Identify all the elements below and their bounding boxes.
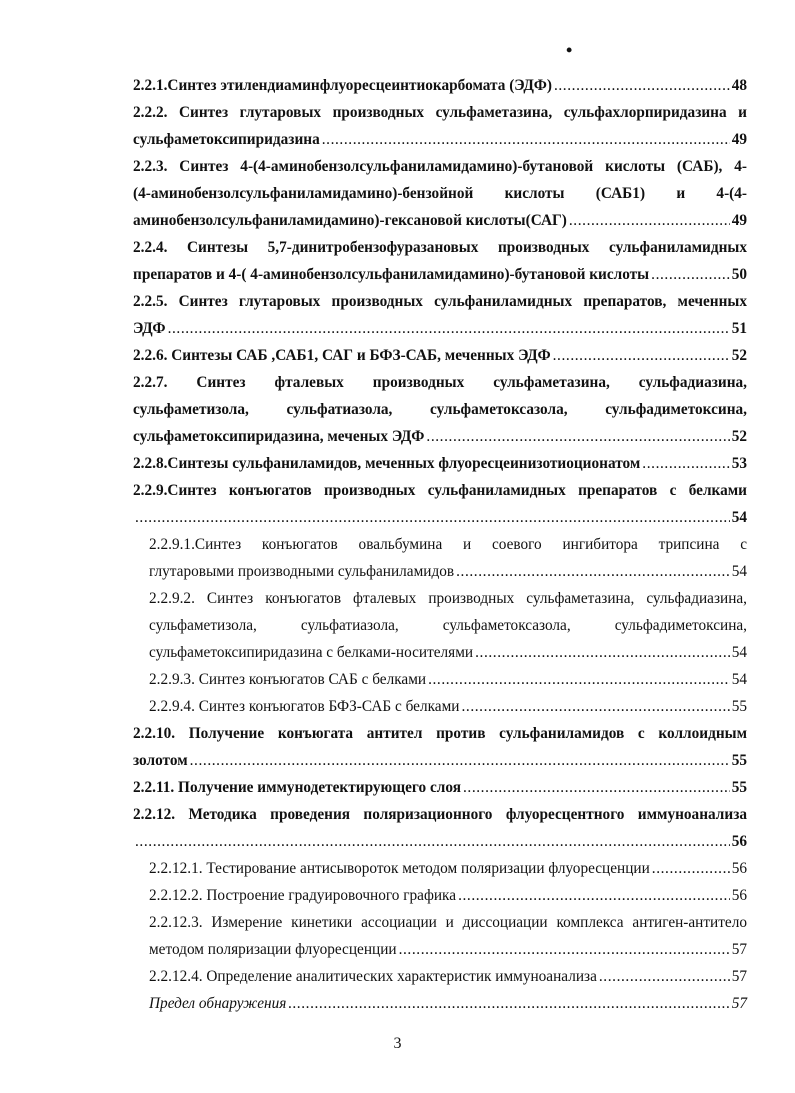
toc-entry-last-line xyxy=(149,639,747,666)
toc-section-entry xyxy=(133,477,747,531)
toc-section-entry xyxy=(133,153,747,234)
toc-subsection-entry xyxy=(149,990,747,1017)
toc-entry-line: 2.2.10. Получение конъюгата антител против сульфаниламидов с коллоидным xyxy=(133,725,747,742)
toc-entry-last-line xyxy=(133,342,747,369)
dot-leader xyxy=(456,558,730,585)
toc-subsection-entry xyxy=(149,585,747,666)
dot-leader xyxy=(399,936,730,963)
toc-entry-line: 2.2.3. Синтез 4-(4-аминобензолсульфаниламидамино)-бутановой кислоты (САБ), 4- xyxy=(133,158,747,175)
dot-leader xyxy=(426,423,729,450)
toc-entry-title: 2.2.9.4. Синтез конъюгатов БФЗ-САБ с белками xyxy=(149,698,460,715)
toc-entry-line: 2.2.9.1.Синтез конъюгатов овальбумина и соевого ингибитора трипсина с xyxy=(149,536,747,553)
toc-entry-last-line xyxy=(149,693,747,720)
toc-entry-last-line xyxy=(149,963,747,990)
toc-entry-last-line xyxy=(133,261,747,288)
toc-entry-title: сульфаметоксипиридазина, меченых ЭДФ xyxy=(133,428,425,445)
toc-entry-title: Предел обнаружения xyxy=(149,995,287,1012)
toc-subsection-entry xyxy=(149,855,747,882)
toc-page-number: 50 xyxy=(731,266,747,283)
toc-page-number: 54 xyxy=(731,509,747,526)
dot-leader xyxy=(554,72,730,99)
toc-entry-last-line xyxy=(149,936,747,963)
toc-entry-line: 2.2.4. Синтезы 5,7-динитробензофуразановых производных сульфаниламидных xyxy=(133,239,747,256)
toc-entry-line: 2.2.12.3. Измерение кинетики ассоциации и диссоциации комплекса антиген-антитело xyxy=(149,914,747,931)
dot-leader xyxy=(463,774,730,801)
toc-entry-title: 2.2.12.1. Тестирование антисывороток методом поляризации флуоресценции xyxy=(149,860,650,877)
toc-entry-line: (4-аминобензолсульфаниламидамино)-бензойной кислоты (САБ1) и 4-(4- xyxy=(133,185,747,202)
toc-page-number: 56 xyxy=(731,887,747,904)
dot-leader xyxy=(475,639,730,666)
toc-entry-last-line xyxy=(133,126,747,153)
toc-entry-last-line xyxy=(133,315,747,342)
dot-leader xyxy=(322,126,730,153)
toc-entry-last-line xyxy=(133,774,747,801)
toc-subsection-entry xyxy=(149,882,747,909)
toc-entry-title: ЭДФ xyxy=(133,320,166,337)
dot-leader xyxy=(569,207,730,234)
toc-subsection-entry xyxy=(149,963,747,990)
toc-entry-title: 2.2.1.Синтез этилендиаминфлуоресцеинтиокарбомата (ЭДФ) xyxy=(133,77,552,94)
toc-entry-last-line xyxy=(133,828,747,855)
toc-entry-last-line xyxy=(133,72,747,99)
toc-entry-line: 2.2.9.Синтез конъюгатов производных сульфаниламидных препаратов с белками xyxy=(133,482,747,499)
toc-entry-last-line xyxy=(149,882,747,909)
dot-leader xyxy=(135,828,730,855)
dot-leader xyxy=(652,855,730,882)
toc-entry-last-line xyxy=(133,747,747,774)
toc-entry-title: сульфаметоксипиридазина xyxy=(133,131,320,148)
dot-leader xyxy=(428,666,730,693)
toc-subsection-entry xyxy=(149,666,747,693)
toc-page-number: 51 xyxy=(731,320,747,337)
toc-entry-line: сульфаметизола, сульфатиазола, сульфаметоксазола, сульфадиметоксина, xyxy=(133,401,747,418)
toc-section-entry xyxy=(133,72,747,99)
toc-entry-line: 2.2.9.2. Синтез конъюгатов фталевых производных сульфаметазина, сульфадиазина, xyxy=(149,590,747,607)
toc-entry-line: 2.2.5. Синтез глутаровых производных сульфаниламидных препаратов, меченных xyxy=(133,293,747,310)
toc-entry-line: 2.2.7. Синтез фталевых производных сульфаметазина, сульфадиазина, xyxy=(133,374,747,391)
toc-entry-title: 2.2.6. Синтезы САБ ,САБ1, САГ и БФЗ-САБ, меченных ЭДФ xyxy=(133,347,551,364)
toc-entry-title: 2.2.8.Синтезы сульфаниламидов, меченных флуоресцеинизотиоционатом xyxy=(133,455,641,472)
dot-leader xyxy=(553,342,730,369)
dot-leader xyxy=(288,990,729,1017)
toc-page-number: 52 xyxy=(731,428,747,445)
toc-page-number: 54 xyxy=(731,563,747,580)
toc-section-entry xyxy=(133,234,747,288)
table-of-contents xyxy=(133,72,747,1017)
dot-leader xyxy=(168,315,730,342)
toc-page-number: 49 xyxy=(731,131,747,148)
toc-entry-last-line xyxy=(149,558,747,585)
toc-page-number: 52 xyxy=(731,347,747,364)
top-mark: • xyxy=(566,40,573,60)
toc-entry-title: сульфаметоксипиридазина с белками-носителями xyxy=(149,644,474,661)
toc-page-number: 53 xyxy=(731,455,747,472)
dot-leader xyxy=(642,450,729,477)
toc-page-number: 56 xyxy=(731,860,747,877)
dot-leader xyxy=(461,693,729,720)
dot-leader xyxy=(135,504,730,531)
toc-page-number: 54 xyxy=(731,644,747,661)
toc-entry-title: аминобензолсульфаниламидамино)-гексановой кислоты(САГ) xyxy=(133,212,567,229)
dot-leader xyxy=(651,261,730,288)
toc-entry-line: сульфаметизола, сульфатиазола, сульфаметоксазола, сульфадиметоксина, xyxy=(149,617,747,634)
toc-subsection-entry xyxy=(149,909,747,963)
toc-entry-last-line xyxy=(133,450,747,477)
toc-entry-title: 2.2.11. Получение иммунодетектирующего слоя xyxy=(133,779,461,796)
dot-leader xyxy=(458,882,730,909)
toc-entry-last-line xyxy=(133,504,747,531)
toc-entry-title: 2.2.9.3. Синтез конъюгатов САБ с белками xyxy=(149,671,427,688)
toc-subsection-entry xyxy=(149,531,747,585)
toc-page-number: 55 xyxy=(731,698,747,715)
toc-entry-last-line xyxy=(149,666,747,693)
page-number: 3 xyxy=(393,1035,402,1052)
toc-entry-last-line xyxy=(133,423,747,450)
toc-section-entry xyxy=(133,450,747,477)
toc-page-number: 57 xyxy=(731,995,747,1012)
toc-page-number: 55 xyxy=(731,752,747,769)
toc-entry-line: 2.2.2. Синтез глутаровых производных сульфаметазина, сульфахлорпиридазина и xyxy=(133,104,747,121)
toc-entry-title: глутаровыми производными сульфаниламидов xyxy=(149,563,455,580)
toc-entry-title: препаратов и 4-( 4-аминобензолсульфаниламидамино)-бутановой кислоты xyxy=(133,266,650,283)
toc-entry-title: 2.2.12.2. Построение градуировочного графика xyxy=(149,887,457,904)
dot-leader xyxy=(599,963,730,990)
toc-section-entry xyxy=(133,369,747,450)
toc-page-number: 57 xyxy=(731,968,747,985)
toc-section-entry xyxy=(133,288,747,342)
toc-section-entry xyxy=(133,342,747,369)
toc-entry-last-line xyxy=(149,855,747,882)
dot-leader xyxy=(190,747,730,774)
toc-section-entry xyxy=(133,801,747,855)
toc-entry-title: методом поляризации флуоресценции xyxy=(149,941,397,958)
toc-page-number: 57 xyxy=(731,941,747,958)
toc-subsection-entry xyxy=(149,693,747,720)
toc-entry-title: золотом xyxy=(133,752,188,769)
toc-section-entry xyxy=(133,99,747,153)
toc-section-entry xyxy=(133,720,747,774)
toc-entry-last-line xyxy=(133,207,747,234)
toc-entry-last-line xyxy=(149,990,747,1017)
toc-entry-title: 2.2.12.4. Определение аналитических характеристик иммуноанализа xyxy=(149,968,597,985)
toc-page-number: 49 xyxy=(731,212,747,229)
toc-page-number: 55 xyxy=(731,779,747,796)
toc-page-number: 48 xyxy=(731,77,747,94)
toc-page-number: 56 xyxy=(731,833,747,850)
toc-section-entry xyxy=(133,774,747,801)
toc-page-number: 54 xyxy=(731,671,747,688)
toc-entry-line: 2.2.12. Методика проведения поляризационного флуоресцентного иммуноанализа xyxy=(133,806,747,823)
